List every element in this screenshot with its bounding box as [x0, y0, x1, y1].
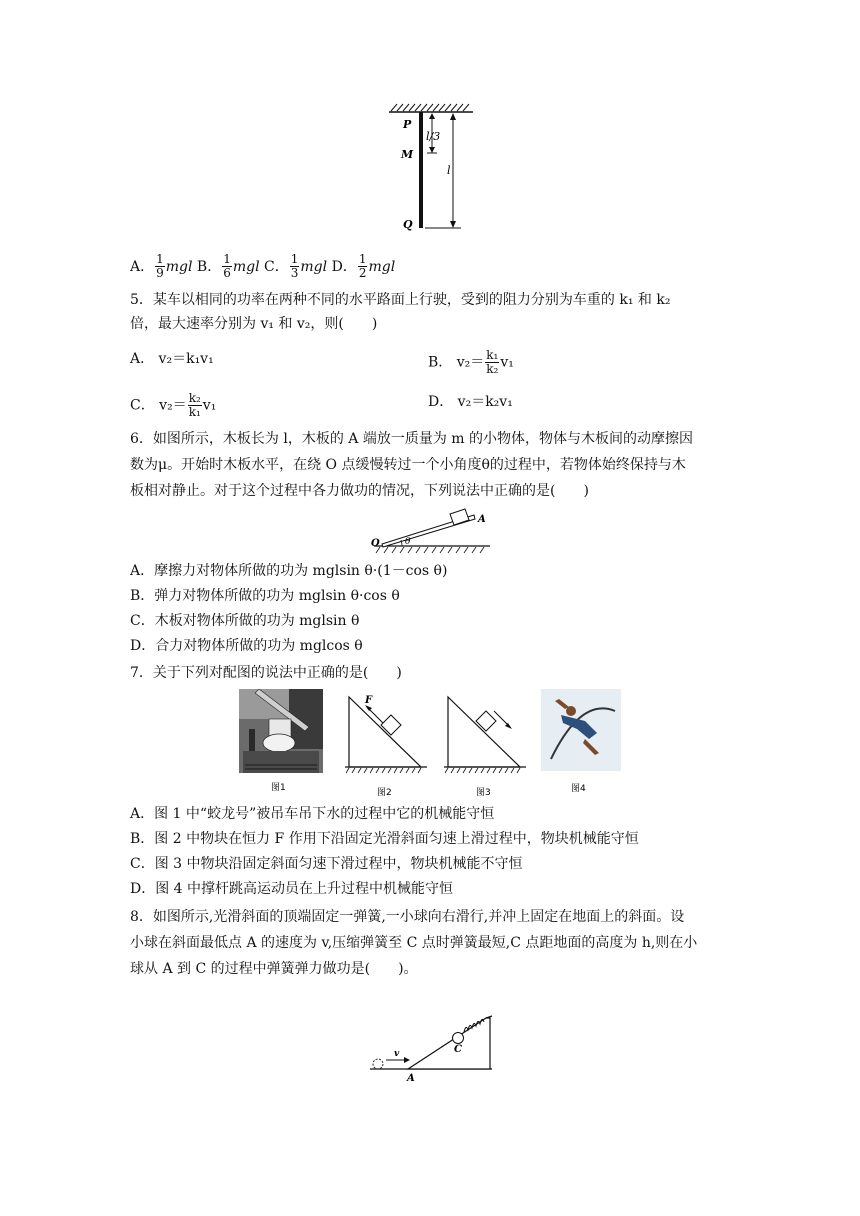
q6-option-d: D．合力对物体所做的功为 mglcos θ [130, 638, 363, 654]
label-m: M [401, 148, 414, 161]
figure-1-crane-photo [239, 689, 323, 795]
label-theta: θ [405, 537, 411, 547]
label-q: Q [403, 218, 413, 231]
ball-start [373, 1059, 383, 1069]
small-block [450, 509, 469, 525]
q7-option-c: C．图 3 中物块沿固定斜面匀速下滑过程中，物块机械能不守恒 [130, 856, 523, 872]
caption-fig-2: 图2 [377, 788, 392, 798]
q6-stem-line-2: 数为μ。开始时木板水平，在绕 O 点缓慢转过一个小角度θ的过程中，若物体始终保持与木 [130, 457, 686, 473]
label-v: v [394, 1049, 400, 1059]
q4-options [130, 253, 395, 280]
q4-option-c: C． $\frac{1}{3}$ mgl [259, 252, 328, 280]
caption-fig-4: 图4 [571, 784, 586, 794]
q7-option-b: B．图 2 中物块在恒力 F 作用下沿固定光滑斜面匀速上滑过程中，物块机械能守恒 [130, 831, 639, 847]
q5-option-b: B． v₂＝ $\frac{\text{k₁}}{\text{k₂}}$ v₁ [428, 348, 514, 376]
label-l3: l/3 [426, 130, 441, 143]
incline-8 [408, 1018, 490, 1069]
q6-stem-line-1: 6．如图所示，木板长为 l，木板的 A 端放一质量为 m 的小物体，物体与木板间的动摩擦因 [130, 431, 694, 447]
label-l: l [447, 164, 451, 177]
ceiling-hatching [391, 104, 469, 111]
ball-at-c [453, 1033, 464, 1044]
q8-stem-line-2: 小球在斜面最低点 A 的速度为 v,压缩弹簧至 C 点时弹簧最短,C 点距地面的高度为 h,则在小 [130, 935, 698, 951]
label-a-8: A [407, 1073, 415, 1084]
figure-2-incline-force [343, 689, 429, 799]
label-c: C [454, 1044, 462, 1055]
q6-option-b: B．弹力对物体所做的功为 mglsin θ·cos θ [130, 588, 400, 604]
q6-option-a: A．摩擦力对物体所做的功为 mglsin θ·(1－cos θ) [130, 563, 448, 579]
q5-option-d: D． v₂＝k₂v₁ [428, 394, 513, 410]
board-figure [366, 500, 496, 556]
q4-option-d: D． $\frac{1}{2}$ mgl [327, 252, 396, 280]
figure-3-incline-slide [442, 689, 528, 799]
label-o: O [371, 538, 380, 549]
label-p: P [403, 118, 412, 131]
rod [419, 112, 423, 228]
q6-stem-line-3: 板相对静止。对于这个过程中各力做功的情况，下列说法中正确的是( ) [130, 483, 589, 499]
incline-3 [448, 697, 520, 767]
q5-option-a: A． v₂＝k₁v₁ [130, 351, 214, 367]
q6-option-c: C．木板对物体所做的功为 mglsin θ [130, 613, 360, 629]
figure-4-pole-vault-photo [541, 689, 621, 799]
q5-option-c: C． v₂＝ $\frac{\text{k₂}}{\text{k₁}}$ v₁ [130, 391, 217, 419]
q4-option-a: A． $\frac{1}{9}$ mgl [130, 252, 193, 280]
label-a: A [478, 514, 486, 525]
incline-2 [349, 697, 421, 767]
spring-incline-figure [364, 996, 498, 1084]
q5-stem-line-1: 5．某车以相同的功率在两种不同的水平路面上行驶，受到的阻力分别为车重的 k₁ 和 k₂ [130, 292, 671, 308]
q8-stem-line-1: 8．如图所示,光滑斜面的顶端固定一弹簧,一小球向右滑行,并冲上固定在地面上的斜面。设 [130, 909, 685, 925]
q8-stem-line-3: 球从 A 到 C 的过程中弹簧弹力做功是( )。 [130, 961, 418, 977]
caption-fig-1: 图1 [271, 783, 286, 793]
ground-hatching [376, 547, 484, 553]
q7-option-d: D．图 4 中撑杆跳高运动员在上升过程中机械能守恒 [130, 881, 454, 897]
q4-option-b: B． $\frac{1}{6}$ mgl [192, 252, 260, 280]
q7-stem: 7．关于下列对配图的说法中正确的是( ) [130, 665, 402, 681]
q5-stem-line-2: 倍，最大速率分别为 v₁ 和 v₂，则( ) [130, 316, 378, 332]
caption-fig-3: 图3 [476, 788, 491, 798]
label-f: F [365, 695, 373, 706]
q7-option-a: A．图 1 中“蛟龙号”被吊车吊下水的过程中它的机械能守恒 [130, 806, 495, 822]
rod-figure [385, 100, 475, 234]
